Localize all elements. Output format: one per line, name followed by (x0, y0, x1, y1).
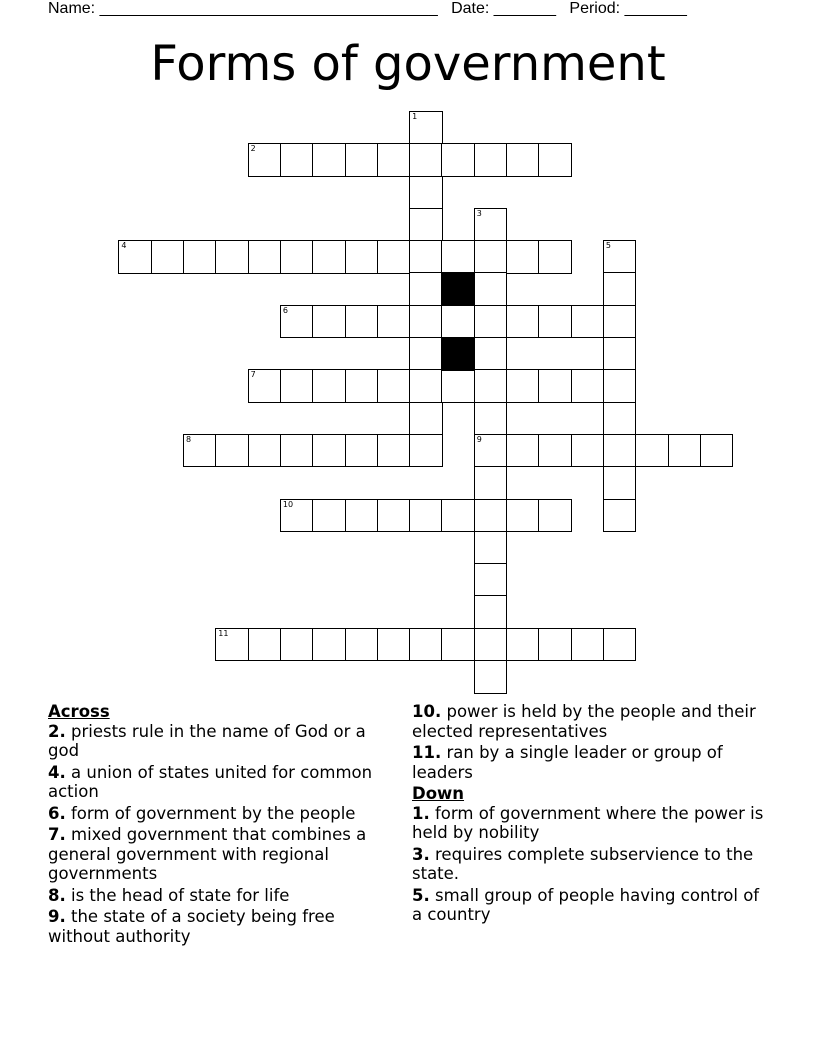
period-label: Period: (569, 0, 621, 17)
crossword-cell[interactable] (409, 305, 443, 339)
crossword-cell[interactable] (345, 240, 379, 274)
crossword-cell[interactable] (668, 434, 702, 468)
clue-number: 1. (412, 803, 430, 823)
crossword-cell[interactable] (474, 628, 508, 662)
crossword-cell[interactable] (377, 628, 411, 662)
crossword-cell[interactable] (474, 143, 508, 177)
clue-number-label: 8 (186, 434, 192, 444)
clue-down-1 (412, 804, 772, 843)
crossword-cell[interactable] (506, 628, 540, 662)
clue-number: 11. (412, 743, 442, 762)
crossword-cell[interactable] (538, 369, 572, 403)
crossword-cell[interactable] (409, 628, 443, 662)
crossword-cell[interactable] (409, 143, 443, 177)
crossword-cell[interactable] (248, 143, 282, 177)
crossword-cell[interactable] (441, 369, 475, 403)
across-heading: Across (48, 702, 110, 721)
crossword-cell[interactable] (377, 499, 411, 533)
crossword-cell[interactable] (409, 499, 443, 533)
down-heading: Down (412, 784, 465, 803)
crossword-cell[interactable] (441, 143, 475, 177)
crossword-cell[interactable] (538, 240, 572, 274)
clue-down-5 (412, 886, 772, 925)
clue-number: 8. (48, 885, 66, 905)
crossword-cell[interactable] (312, 628, 346, 662)
clue-down-3 (412, 845, 772, 884)
crossword-cell[interactable] (603, 272, 637, 306)
clue-number-label: 9 (476, 434, 482, 444)
crossword-cell[interactable] (312, 305, 346, 339)
date-label: Date: (451, 0, 490, 17)
crossword-cell[interactable] (474, 369, 508, 403)
clue-number-label: 5 (605, 241, 611, 251)
crossword-cell[interactable] (474, 337, 508, 371)
crossword-cell[interactable] (474, 499, 508, 533)
crossword-cell[interactable] (538, 305, 572, 339)
crossword-cell[interactable] (312, 499, 346, 533)
crossword-cell[interactable] (345, 434, 379, 468)
crossword-cell[interactable] (506, 434, 540, 468)
crossword-cell[interactable] (474, 660, 508, 694)
clues-left-column (48, 702, 388, 948)
crossword-cell[interactable] (248, 240, 282, 274)
crossword-cell[interactable] (409, 111, 443, 145)
crossword-cell[interactable] (506, 240, 540, 274)
crossword-cell[interactable] (474, 563, 508, 597)
clue-text: the state of a society being free without authority (48, 907, 335, 946)
crossword-cell[interactable] (441, 499, 475, 533)
clue-across-11 (412, 743, 772, 782)
crossword-cell[interactable] (603, 305, 637, 339)
crossword-cell[interactable] (603, 466, 637, 500)
crossword-cell[interactable] (603, 337, 637, 371)
crossword-cell[interactable] (506, 305, 540, 339)
crossword-cell[interactable] (345, 143, 379, 177)
clue-number: 2. (48, 721, 66, 741)
crossword-cell[interactable] (409, 208, 443, 242)
period-field-line[interactable]: _______ (624, 0, 687, 17)
crossword-cell[interactable] (377, 240, 411, 274)
clue-number-label: 3 (476, 208, 482, 218)
crossword-cell[interactable] (603, 499, 637, 533)
crossword-cell[interactable] (603, 402, 637, 436)
clue-number-label: 7 (250, 370, 256, 380)
crossword-cell[interactable] (183, 240, 217, 274)
crossword-cell[interactable] (280, 240, 314, 274)
crossword-cell[interactable] (377, 143, 411, 177)
crossword-cell[interactable] (248, 434, 282, 468)
date-field-line[interactable]: _______ (493, 0, 557, 17)
clue-number: 9. (48, 907, 66, 926)
crossword-cell[interactable] (474, 402, 508, 436)
clue-across-7 (48, 825, 388, 884)
crossword-cell[interactable] (280, 499, 314, 533)
crossword-cell[interactable] (571, 628, 605, 662)
clue-text: is the head of state for life (71, 885, 290, 905)
crossword-cell[interactable] (603, 628, 637, 662)
clue-number: 3. (412, 844, 430, 864)
crossword-cell[interactable] (506, 369, 540, 403)
crossword-cell[interactable] (538, 499, 572, 533)
crossword-cell[interactable] (151, 240, 185, 274)
clue-text: requires complete subservience to the state. (412, 844, 754, 883)
crossword-cell[interactable] (538, 628, 572, 662)
clue-number-label: 10 (282, 499, 294, 509)
crossword-cell[interactable] (409, 369, 443, 403)
crossword-cell[interactable] (248, 369, 282, 403)
crossword-cell[interactable] (377, 434, 411, 468)
clue-text: priests rule in the name of God or a god (48, 721, 366, 760)
clue-text: power is held by the people and their elected representatives (412, 702, 756, 741)
clue-number: 6. (48, 803, 66, 823)
crossword-cell[interactable] (409, 176, 443, 210)
crossword-cell[interactable] (603, 240, 637, 274)
clue-number: 7. (48, 825, 66, 844)
clue-number-label: 6 (282, 305, 288, 315)
clue-across-9 (48, 907, 388, 946)
crossword-block (441, 272, 475, 306)
crossword-cell[interactable] (215, 434, 249, 468)
crossword-cell[interactable] (280, 369, 314, 403)
clue-number: 5. (412, 885, 430, 905)
crossword-cell[interactable] (248, 628, 282, 662)
crossword-cell[interactable] (312, 434, 346, 468)
crossword-cell[interactable] (474, 466, 508, 500)
crossword-cell[interactable] (603, 434, 637, 468)
crossword-cell[interactable] (280, 305, 314, 339)
crossword-cell[interactable] (441, 240, 475, 274)
clues-right-column (412, 702, 772, 927)
crossword-cell[interactable] (409, 240, 443, 274)
crossword-cell[interactable] (280, 628, 314, 662)
crossword-cell[interactable] (474, 240, 508, 274)
crossword-cell[interactable] (474, 531, 508, 565)
crossword-cell[interactable] (441, 305, 475, 339)
clue-text: a union of states united for common action (48, 762, 373, 801)
clue-text: mixed government that combines a general government with regional governments (48, 825, 367, 883)
page-title: Forms of government (150, 36, 666, 92)
crossword-cell[interactable] (474, 208, 508, 242)
crossword-cell[interactable] (345, 305, 379, 339)
crossword-cell[interactable] (409, 272, 443, 306)
crossword-cell[interactable] (377, 369, 411, 403)
crossword-cell[interactable] (474, 272, 508, 306)
clue-across-6 (48, 804, 388, 824)
crossword-cell[interactable] (571, 305, 605, 339)
crossword-cell[interactable] (118, 240, 152, 274)
crossword-cell[interactable] (312, 369, 346, 403)
name-field-line[interactable]: ______________________________________ (99, 0, 438, 17)
crossword-cell[interactable] (345, 369, 379, 403)
crossword-cell[interactable] (441, 628, 475, 662)
crossword-cell[interactable] (312, 240, 346, 274)
crossword-cell[interactable] (215, 628, 249, 662)
crossword-cell[interactable] (635, 434, 669, 468)
clue-text: form of government by the people (71, 803, 356, 823)
crossword-cell[interactable] (538, 143, 572, 177)
crossword-cell[interactable] (377, 305, 411, 339)
clue-text: small group of people having control of a country (412, 885, 760, 924)
crossword-cell[interactable] (345, 628, 379, 662)
crossword-cell[interactable] (409, 434, 443, 468)
crossword-cell[interactable] (474, 434, 508, 468)
clue-number-label: 4 (121, 241, 127, 251)
clue-text: form of government where the power is held by nobility (412, 803, 764, 842)
clue-across-10 (412, 702, 772, 741)
clue-number-label: 2 (250, 144, 256, 154)
clue-across-4 (48, 763, 388, 802)
crossword-cell[interactable] (571, 369, 605, 403)
crossword-cell[interactable] (215, 240, 249, 274)
clue-text: ran by a single leader or group of leaders (412, 743, 723, 782)
crossword-cell[interactable] (345, 499, 379, 533)
crossword-cell[interactable] (474, 305, 508, 339)
clue-number-label: 11 (218, 628, 229, 638)
crossword-cell[interactable] (280, 143, 314, 177)
crossword-cell[interactable] (280, 434, 314, 468)
crossword-block (441, 337, 475, 371)
crossword-cell[interactable] (700, 434, 734, 468)
crossword-cell[interactable] (183, 434, 217, 468)
crossword-cell[interactable] (409, 337, 443, 371)
clue-across-2 (48, 722, 388, 761)
crossword-cell[interactable] (603, 369, 637, 403)
clue-number: 4. (48, 762, 66, 782)
crossword-cell[interactable] (312, 143, 346, 177)
crossword-cell[interactable] (474, 595, 508, 629)
crossword-cell[interactable] (571, 434, 605, 468)
clue-across-8 (48, 886, 388, 906)
clue-number: 10. (412, 702, 442, 721)
name-label: Name: (48, 0, 96, 17)
clue-number-label: 1 (412, 111, 418, 121)
crossword-cell[interactable] (538, 434, 572, 468)
crossword-cell[interactable] (506, 143, 540, 177)
crossword-cell[interactable] (506, 499, 540, 533)
crossword-cell[interactable] (409, 402, 443, 436)
